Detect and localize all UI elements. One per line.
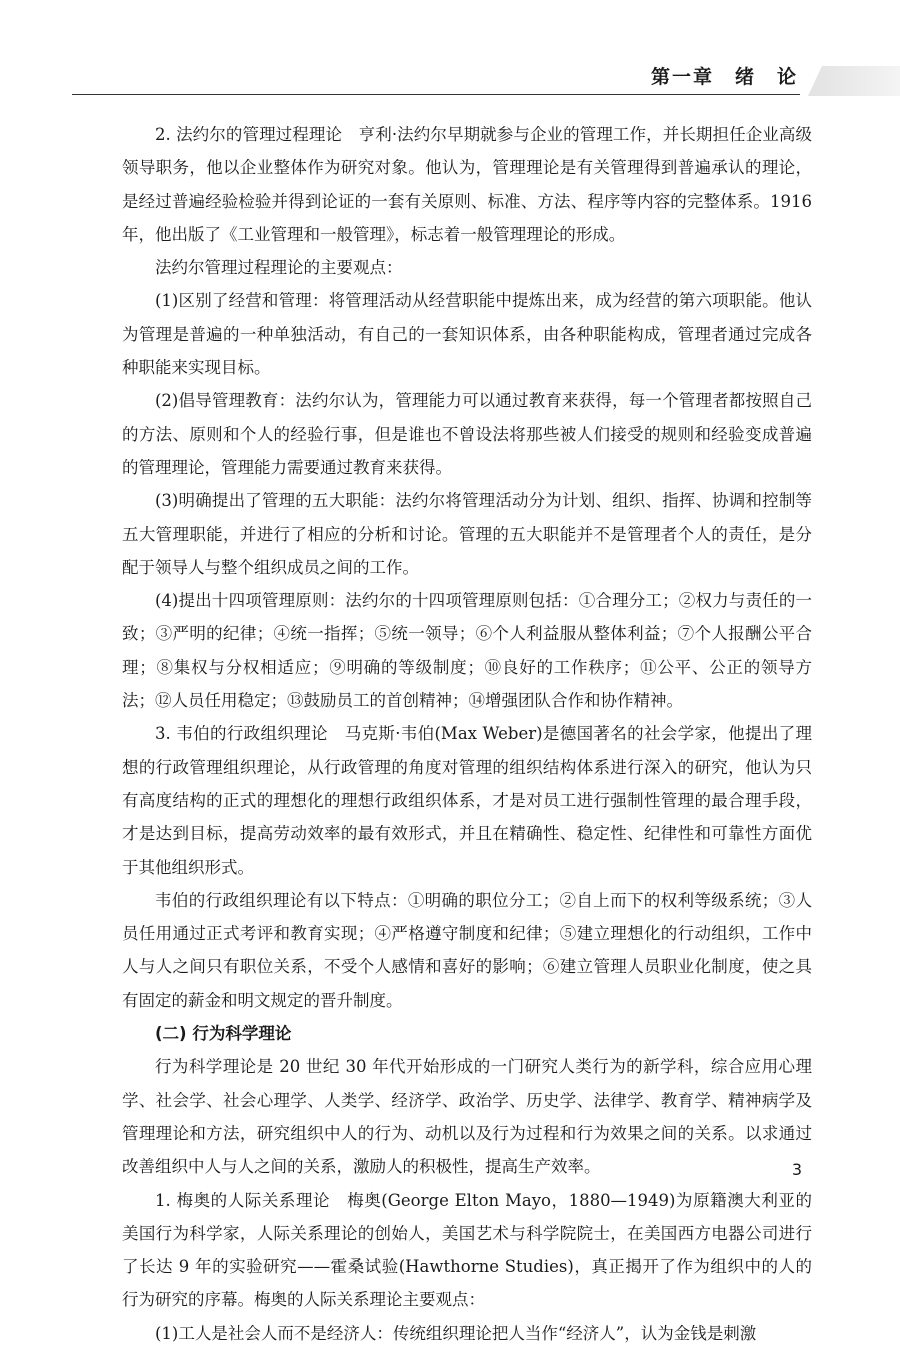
paragraph-fayol-point-2: (2)倡导管理教育：法约尔认为，管理能力可以通过教育来获得，每一个管理者都按照自己的方法、原则和个人的经验行事，但是谁也不曾设法将那些被人们接受的规则和经验变成普遍的管理理论，管理能力需要通过教育来获得。 bbox=[122, 391, 812, 477]
paragraph-behavioral-science: 行为科学理论是 20 世纪 30 年代开始形成的一门研究人类行为的新学科，综合应用心理学、社会学、社会心理学、人类学、经济学、政治学、历史学、法律学、教育学、精神病学及管理理论和方法，研究组织中人的行为、动机以及行为过程和行为效果之间的关系。以求通过改善组织中人与人之间的关系，激励人的积极性，提高生产效率。 bbox=[122, 1057, 812, 1177]
paragraph-fayol-point-4: (4)提出十四项管理原则：法约尔的十四项管理原则包括：①合理分工；②权力与责任的一致；③严明的纪律；④统一指挥；⑤统一领导；⑥个人利益服从整体利益；⑦个人报酬公平合理；⑧集权与分权相适应；⑨明确的等级制度；⑩良好的工作秩序；⑪公平、公正的领导方法；⑫人员任用稳定；⑬鼓励员工的首创精神；⑭增强团队合作和协作精神。 bbox=[122, 591, 812, 711]
paragraph-mayo-intro: 1. 梅奥的人际关系理论 梅奥(George Elton Mayo，1880—1949)为原籍澳大利亚的美国行为科学家，人际关系理论的创始人，美国艺术与科学院院士，在美国西方电器公司进行了长达 9 年的实验研究——霍桑试验(Hawthorne Studies)，真正揭开了作为组织中的人的行为研究的序幕。梅奥的人际关系理论主要观点： bbox=[122, 1190, 812, 1310]
section-heading-behavioral-science: (二) 行为科学理论 bbox=[155, 1024, 292, 1044]
paragraph-weber-features: 韦伯的行政组织理论有以下特点：①明确的职位分工；②自上而下的权利等级系统；③人员任用通过正式考评和教育实现；④严格遵守制度和纪律；⑤建立理想化的行动组织，工作中人与人之间只有职位关系，不受个人感情和喜好的影响；⑥建立管理人员职业化制度，使之具有固定的薪金和明文规定的晋升制度。 bbox=[122, 890, 812, 1010]
paragraph-mayo-point-1: (1)工人是社会人而不是经济人：传统组织理论把人当作“经济人”，认为金钱是刺激 bbox=[155, 1323, 757, 1343]
paragraph-fayol-point-3: (3)明确提出了管理的五大职能：法约尔将管理活动分为计划、组织、指挥、协调和控制等五大管理职能，并进行了相应的分析和讨论。管理的五大职能并不是管理者个人的责任，是分配于领导人与整个组织成员之间的工作。 bbox=[122, 491, 812, 577]
paragraph-weber-intro: 3. 韦伯的行政组织理论 马克斯·韦伯(Max Weber)是德国著名的社会学家，他提出了理想的行政管理组织理论，从行政管理的角度对管理的组织结构体系进行深入的研究，他认为只有高度结构的正式的理想化的理想行政组织体系，才是对员工进行强制性管理的最合理手段，才是达到目标，提高劳动效率的最有效形式，并且在精确性、稳定性、纪律性和可靠性方面优于其他组织形式。 bbox=[122, 724, 812, 877]
paragraph-fayol-point-1: (1)区别了经营和管理：将管理活动从经营职能中提炼出来，成为经营的第六项职能。他认为管理是普遍的一种单独活动，有自己的一套知识体系，由各种职能构成，管理者通过完成各种职能来实现目标。 bbox=[122, 291, 812, 378]
paragraph-fayol-main-views: 法约尔管理过程理论的主要观点： bbox=[155, 258, 403, 278]
header-tab-decoration bbox=[808, 66, 900, 96]
header-rule bbox=[72, 94, 800, 95]
page-number: 3 bbox=[791, 1160, 802, 1179]
running-header-chapter: 第一章 绪 论 bbox=[650, 66, 798, 88]
page-body bbox=[122, 118, 812, 1350]
paragraph-fayol-intro: 2. 法约尔的管理过程理论 亨利·法约尔早期就参与企业的管理工作，并长期担任企业高级领导职务，他以企业整体作为研究对象。他认为，管理理论是有关管理得到普遍承认的理论，是经过普遍经验检验并得到论证的一套有关原则、标准、方法、程序等内容的完整体系。1916 年，他出版了《工业管理和一般管理》，标志着一般管理理论的形成。 bbox=[122, 125, 812, 244]
